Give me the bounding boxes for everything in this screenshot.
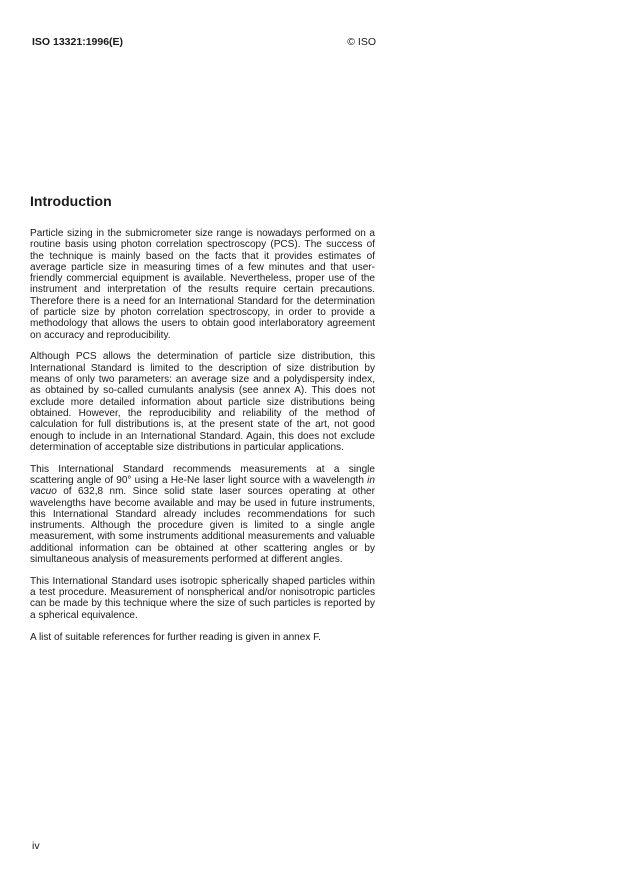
paragraph-3-text-before: This International Standard recommends measurements at a single scattering angle of 90° using a He-Ne laser light source with a wavelength bbox=[30, 463, 375, 486]
paragraph-4: This International Standard uses isotropic spherically shaped particles within a test procedure. Measurement of nonspherical and/or nonisotropic particles can be made by this technique where the size of such particles is reported by a spherical equivalence. bbox=[30, 575, 375, 621]
paragraph-5: A list of suitable references for further reading is given in annex F. bbox=[30, 631, 321, 643]
page-header bbox=[32, 36, 376, 50]
section-title: Introduction bbox=[30, 193, 112, 209]
paragraph-2: Although PCS allows the determination of particle size distribution, this International Standard is limited to the description of size distribution by means of only two parameters: an average size and a polydispersity index, as obtained by so-called cumulants analysis (see annex A). This does not exclude more detailed information about particle size distributions being obtained. However, the reproducibility and reliability of the method of calculation for full distributions is, at the present state of the art, not good enough to include in an International Standard. Again, this does not exclude determination of acceptable size distributions in particular applications. bbox=[30, 351, 375, 453]
paragraph-3-text-after: of 632,8 nm. Since solid state laser sources operating at other wavelengths have become available and may be used in future instruments, this International Standard already includes recommendations for such instruments. Although the procedure given is limited to a single angle measurement, with some instruments additional measurements and valuable additional information can be obtained at other scattering angles or by simultaneous analysis of measurements performed at different angles. bbox=[30, 486, 375, 566]
standard-number: ISO 13321:1996(E) bbox=[32, 36, 124, 48]
paragraph-3 bbox=[30, 464, 375, 566]
page-number: iv bbox=[32, 840, 40, 852]
copyright-notice: © ISO bbox=[347, 36, 376, 48]
introduction-body bbox=[30, 228, 375, 653]
paragraph-3-italic-term: in vacuo bbox=[30, 474, 375, 498]
paragraph-1: Particle sizing in the submicrometer size range is nowadays performed on a routine basis using photon correlation spectroscopy (PCS). The success of the technique is mainly based on the facts that it provides estimates of average particle size in measuring times of a few minutes and that user-friendly commercial equipment is available. Nevertheless, proper use of the instrument and interpretation of the results require certain precautions. Therefore there is a need for an International Standard for the determination of particle size by photon correlation spectroscopy, in order to provide a methodology that allows the users to obtain good interlaboratory agreement on accuracy and reproducibility. bbox=[30, 228, 375, 341]
